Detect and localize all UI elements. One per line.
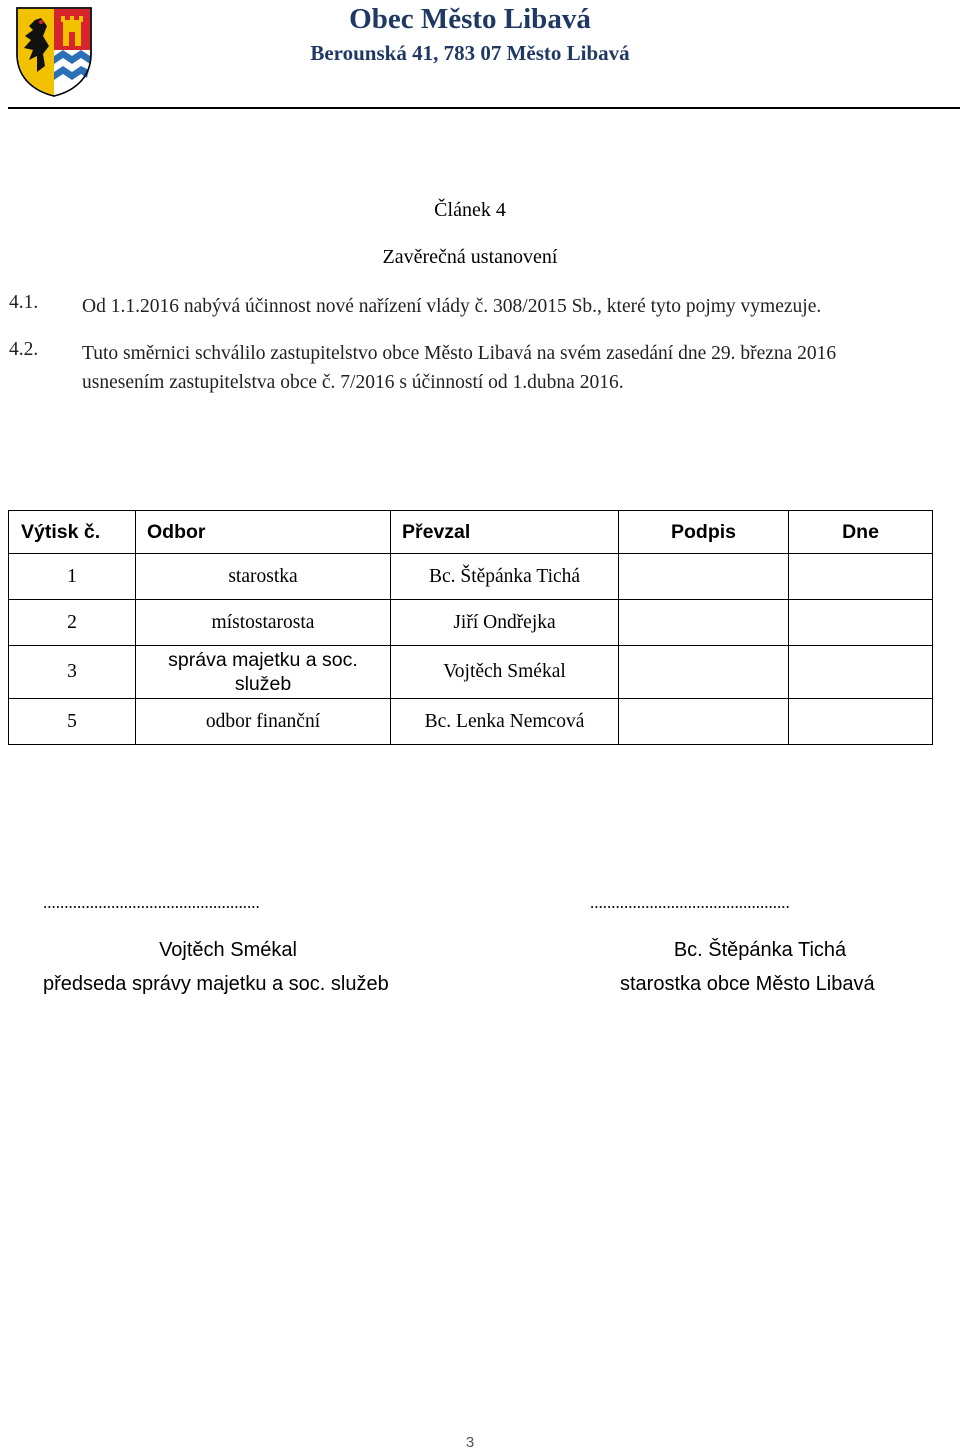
received-by: Bc. Lenka Nemcová (391, 699, 619, 745)
signatory-right-name: Bc. Štěpánka Tichá (673, 939, 847, 961)
table-row (9, 554, 933, 600)
page-number: 3 (465, 1434, 475, 1451)
date-cell (789, 646, 933, 699)
header-signature: Podpis (619, 511, 789, 554)
article-heading: Článek 4 (434, 199, 506, 221)
received-by: Vojtěch Smékal (391, 646, 619, 699)
signature-line-right: ............................................... (590, 893, 790, 912)
signatory-right-role: starostka obce Město Libavá (620, 973, 875, 995)
table-header-row (9, 511, 933, 554)
department: starostka (136, 554, 391, 600)
copy-number: 5 (9, 699, 136, 745)
signature-cell (619, 600, 789, 646)
table-row (9, 600, 933, 646)
paragraph-number: 4.1. (9, 292, 39, 313)
copy-number: 1 (9, 554, 136, 600)
paragraph-number: 4.2. (9, 339, 39, 360)
received-by: Bc. Štěpánka Tichá (391, 554, 619, 600)
signature-cell (619, 646, 789, 699)
header-copy-number: Výtisk č. (9, 511, 136, 554)
paragraph-text: Tuto směrnici schválilo zastupitelstvo obce Město Libavá na svém zasedání dne 29. března 2016 usnesením zastupitelstva obce č. 7/2016 s účinností od 1.dubna 2016. (82, 343, 837, 393)
table-row (9, 699, 933, 745)
table-row (9, 646, 933, 699)
department: odbor finanční (136, 699, 391, 745)
date-cell (789, 699, 933, 745)
municipality-title: Obec Město Libavá (349, 3, 591, 35)
signature-line-left: ................................................... (43, 893, 260, 912)
department: místostarosta (136, 600, 391, 646)
date-cell (789, 554, 933, 600)
signatory-left-role: předseda správy majetku a soc. služeb (43, 973, 389, 995)
department: správa majetku a soc. služeb (136, 646, 391, 699)
distribution-table (8, 510, 933, 745)
header-divider (8, 107, 960, 109)
paragraph-text: Od 1.1.2016 nabývá účinnost nové nařízení vlády č. 308/2015 Sb., které tyto pojmy vymezuje. (82, 296, 822, 317)
signatory-left-name: Vojtěch Smékal (159, 939, 297, 961)
signature-cell (619, 554, 789, 600)
header-received-by: Převzal (391, 511, 619, 554)
copy-number: 2 (9, 600, 136, 646)
signature-cell (619, 699, 789, 745)
received-by: Jiří Ondřejka (391, 600, 619, 646)
header-date: Dne (789, 511, 933, 554)
header-department: Odbor (136, 511, 391, 554)
article-subheading: Zavěrečná ustanovení (382, 246, 558, 268)
date-cell (789, 600, 933, 646)
municipality-address: Berounská 41, 783 07 Město Libavá (310, 41, 630, 65)
copy-number: 3 (9, 646, 136, 699)
